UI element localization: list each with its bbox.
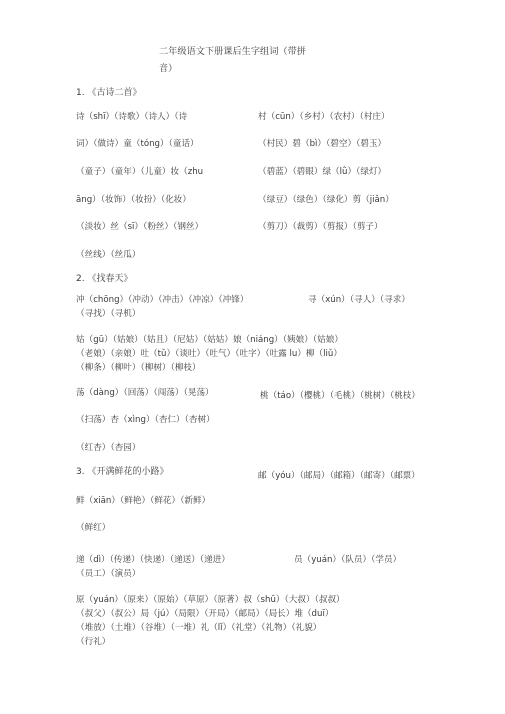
section-1-line-left-5: （淡妆）丝（sī）（粉丝）（钢丝） (76, 222, 204, 232)
section-1-line-left-6: （丝线）（丝瓜） (76, 250, 141, 260)
section-1-heading: 1. 《古诗二首》 (76, 88, 142, 98)
section-1-line-right-5: （剪刀）（裁剪）（剪报）（剪子） (258, 222, 383, 232)
section-1-line-right-3: （碧蓝）（碧眼）绿（lǜ）（绿灯） (258, 167, 387, 177)
section-3-line-4: （员工）（演员） (76, 569, 141, 579)
section-2-line-7: （扫荡）杏（xìng）（杏仁）（杏树） (76, 415, 215, 425)
section-1-line-right-2: （村民）碧（bì）（碧空）（碧玉） (258, 139, 387, 149)
section-3-line-1: 鲜（xiān）（鲜艳）（鲜花）（新鲜） (76, 496, 211, 506)
section-3-line-5: 原（yuán）（原来）（原始）（草原）（原著）叔（shū）（大叔）（叔叔） (76, 595, 345, 605)
section-3-line-7: （堆放）（土堆）（谷堆）（一堆）礼（lǐ）（礼堂）（礼物）（礼貌） (76, 623, 322, 633)
section-1-line-left-1: 诗（shī）（诗歌）（诗人）（诗 (76, 112, 188, 122)
section-2-line-3: 姑（gū）（姑娘）（姑且）（尼姑）（姑姑）娘（niáng）（姨娘）（姑娘） (76, 335, 343, 345)
section-3-line-8: （行礼） (76, 637, 111, 647)
section-3-line-left-3: 递（dì）（传递）（快递）（递送）（递进） (76, 555, 230, 565)
section-1-line-right-4: （绿豆）（绿色）（绿化）剪（jiǎn） (258, 195, 394, 205)
section-2-line-right-1: 寻（xún）（寻人）（寻求） (308, 295, 410, 305)
section-3-line-6: （叔父）（叔公）局（jú）（局限）（开局）（邮局）（局长）堆（duī） (76, 609, 334, 619)
section-3-line-right-heading: 邮（yóu）（邮局）（邮箱）（邮寄）（邮票） (258, 471, 420, 481)
section-3-line-right-3: 员（yuán）（队员）（学员） (294, 555, 402, 565)
section-2-line-5: （柳条）（柳叶）（柳树）（柳枝） (76, 363, 201, 373)
section-2-line-4: （老娘）（亲娘）吐（tǔ）（谈吐）（吐气）（吐字）（吐露 lu）柳（liǔ） (76, 349, 342, 359)
section-3-line-2: （鲜红） (76, 523, 111, 533)
section-3-heading: 3. 《开满鲜花的小路》 (76, 467, 169, 477)
section-2-line-8: （红杏）（杏园） (76, 443, 141, 453)
document-title-line-2: 音） (159, 63, 178, 74)
section-1-line-left-4: āng）（妆饰）（妆扮）（化妆） (76, 195, 191, 205)
section-1-line-left-2: 词）（做诗）童（tóng）（童话） (76, 139, 199, 149)
section-2-line-2: （寻找）（寻机） (76, 309, 141, 319)
section-1-line-left-3: （童子）（童年）（儿童）妆（zhu (76, 167, 204, 177)
section-1-line-right-1: 村（cūn）（乡村）（农村）（村庄） (258, 112, 390, 122)
section-2-line-right-6: 桃（táo）（樱桃）（毛桃）（桃树）（桃枝） (260, 391, 420, 401)
document-title-line-1: 二年级语文下册课后生字组词（带拼 (159, 46, 306, 57)
section-2-heading: 2. 《找春天》 (76, 274, 133, 284)
section-2-line-left-6: 荡（dàng）（回荡）（闯荡）（晃荡） (76, 388, 214, 398)
section-2-line-left-1: 冲（chōng）（冲动）（冲击）（冲凉）（冲锋） (76, 295, 249, 305)
